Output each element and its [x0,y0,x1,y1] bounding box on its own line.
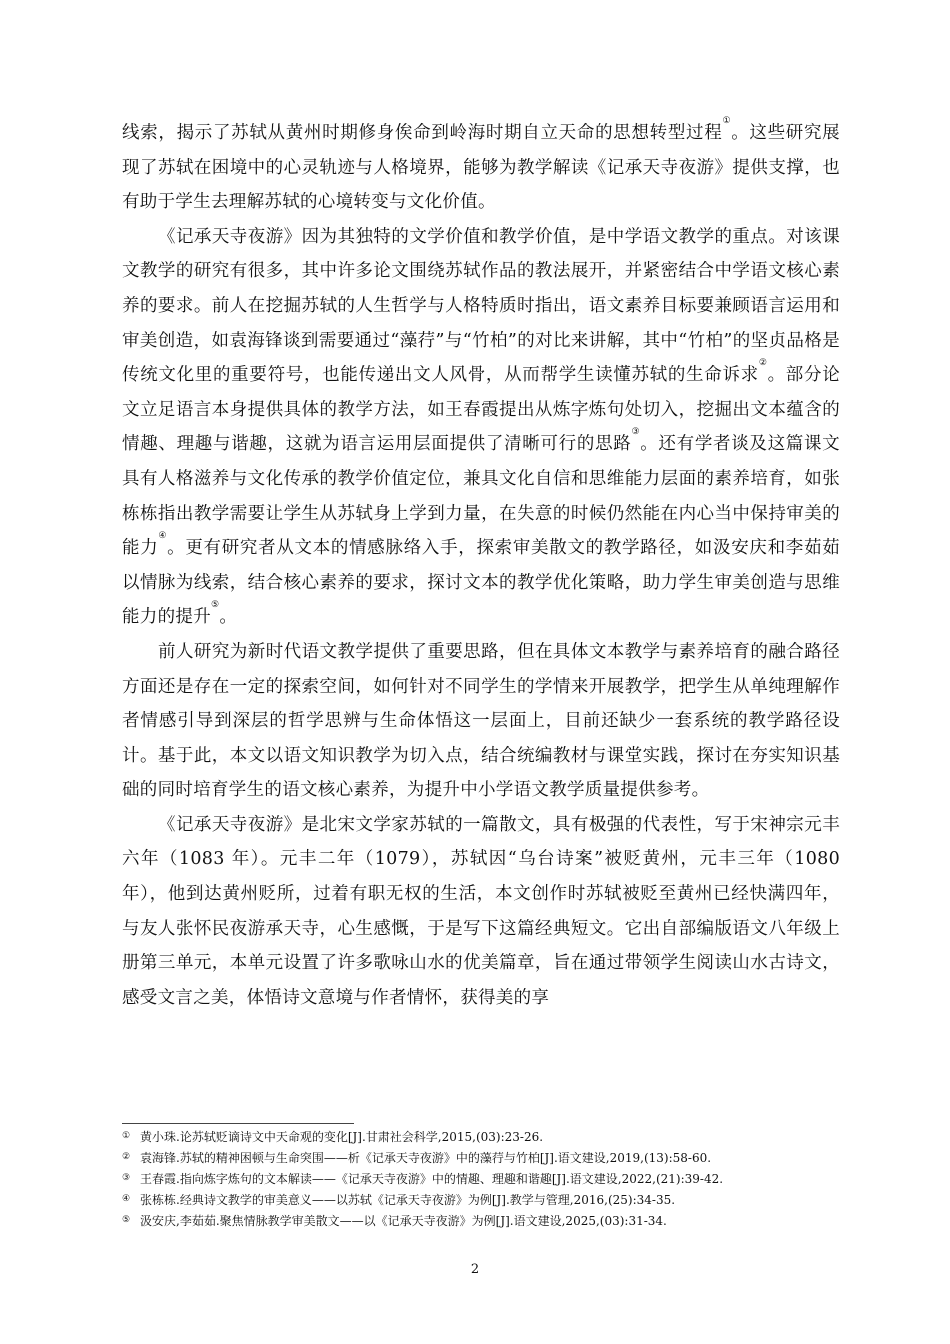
footnote-text: 袁海锋.苏轼的精神困顿与生命突围——析《记承天寺夜游》中的藻荇与竹柏[J].语文建设,2019,(13):58-60. [140,1151,712,1165]
paragraph-4 [122,808,840,1016]
footnote-ref-1[interactable]: ① [722,116,732,126]
footnote-5 [122,1212,842,1233]
paragraph-2 [122,220,840,635]
footnote-4 [122,1191,842,1212]
footnote-mark: ④ [122,1194,131,1204]
footnote-text: 黄小珠.论苏轼贬谪诗文中天命观的变化[J].甘肃社会科学,2015,(03):23-26. [140,1130,544,1144]
footnote-text: 王春霞.指向炼字炼句的文本解读——《记承天寺夜游》中的情趣、理趣和谐趣[J].语文建设,2022,(21):39-42. [140,1172,724,1186]
footnote-mark: ① [122,1131,131,1141]
paragraph-text: 线索，揭示了苏轼从黄州时期修身俟命到岭海时期自立天命的思想转型过程 [122,123,723,143]
paragraph-text: 。更有研究者从文本的情感脉络入手，探索审美散文的教学路径，如汲安庆和李茹茹以情脉为线索，结合核心素养的要求，探讨文本的教学优化策略，助力学生审美创造与思维能力的提升 [122,538,840,628]
footnote-ref-3[interactable]: ③ [631,427,641,438]
footnote-1 [122,1128,842,1149]
footnote-ref-4[interactable]: ④ [158,531,168,542]
paragraph-text: 。 [219,607,238,628]
paragraph-1 [122,116,840,220]
footnote-3 [122,1170,842,1191]
footnote-text: 张栋栋.经典诗文教学的审美意义——以苏轼《记承天寺夜游》为例[J].教学与管理,2016,(25):34-35. [140,1193,676,1207]
paragraph-text: 前人研究为新时代语文教学提供了重要思路，但在具体文本教学与素养培育的融合路径方面还是存在一定的探索空间，如何针对不同学生的学情来开展教学，把学生从单纯理解作者情感引导到深层的哲学思辨与生命体悟这一层面上，目前还缺少一套系统的教学路径设计。基于此，本文以语文知识教学为切入点，结合统编教材与课堂实践，探讨在夯实知识基础的同时培育学生的语文核心素养，为提升中小学语文教学质量提供参考。 [122,641,840,801]
footnote-ref-2[interactable]: ② [758,358,768,369]
footnote-ref-5[interactable]: ⑤ [211,600,220,611]
paragraph-text: 。这些研究展现了苏轼在困境中的心灵轨迹与人格境界，能够为教学解读《记承天寺夜游》提供支撑，也有助于学生去理解苏轼的心境转变与文化价值。 [122,123,840,213]
paragraph-3 [122,635,840,808]
paragraph-text: 《记承天寺夜游》因为其独特的文学价值和教学价值，是中学语文教学的重点。对该课文教学的研究有很多，其中许多论文围绕苏轼作品的教法展开，并紧密结合中学语文核心素养的要求。前人在挖掘苏轼的人生哲学与人格特质时指出，语文素养目标要兼顾语言运用和审美创造，如袁海锋谈到需要通过“藻荇”与“竹柏”的对比来讲解，其中“竹柏”的坚贞品格是传统文化里的重要符号，也能传递出文人风骨，从而帮学生读懂苏轼的生命诉求 [122,226,840,386]
footnote-mark: ② [122,1152,131,1162]
footnote-2 [122,1149,842,1170]
footnote-separator [122,1123,354,1124]
footnote-text: 汲安庆,李茹茹.聚焦情脉教学审美散文——以《记承天寺夜游》为例[J].语文建设,2025,(03):31-34. [140,1214,667,1228]
footnotes [122,1128,842,1233]
body-text [122,116,840,1015]
paragraph-text: 。还有学者谈及这篇课文具有人格滋养与文化传承的教学价值定位，兼具文化自信和思维能力层面的素养培育，如张栋栋指出教学需要让学生从苏轼身上学到力量，在失意的时候仍然能在内心当中保持审美的能力 [122,434,840,559]
paragraph-text: 《记承天寺夜游》是北宋文学家苏轼的一篇散文，具有极强的代表性，写于宋神宗元丰六年（1083 年）。元丰二年（1079），苏轼因“乌台诗案”被贬黄州，元丰三年（1080 年），他到达黄州贬所，过着有职无权的生活，本文创作时苏轼被贬至黄州已经快满四年，与友人张怀民夜游承天寺，心生感慨，于是写下这篇经典短文。它出自部编版语文八年级上册第三单元，本单元设置了许多歌咏山水的优美篇章，旨在通过带领学生阅读山水古诗文，感受文言之美，体悟诗文意境与作者情怀，获得美的享 [122,814,840,1008]
footnote-mark: ⑤ [122,1215,131,1225]
footnote-mark: ③ [122,1173,131,1183]
page-number: 2 [470,1262,480,1277]
paragraph-text: 。部分论文立足语言本身提供具体的教学方法，如王春霞提出从炼字炼句处切入，挖掘出文本蕴含的情趣、理趣与谐趣，这就为语言运用层面提供了清晰可行的思路 [122,365,840,455]
